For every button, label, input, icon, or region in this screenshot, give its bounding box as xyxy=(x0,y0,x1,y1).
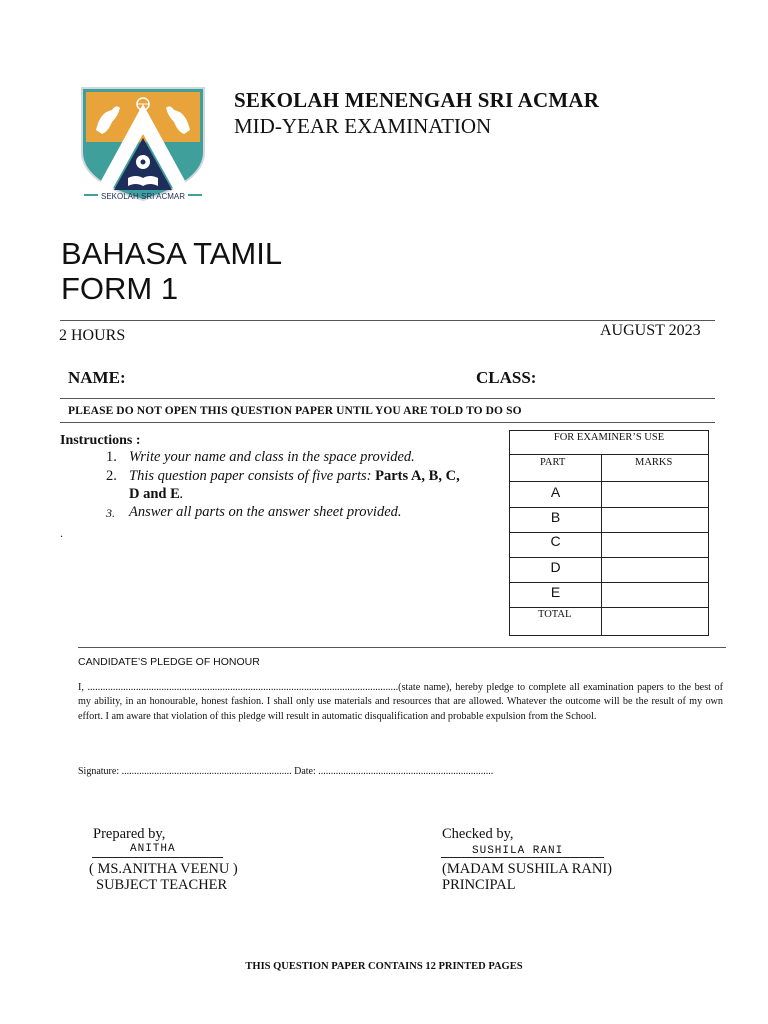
instruction-text: Write your name and class in the space provided. xyxy=(129,449,415,465)
page-count-footer: THIS QUESTION PAPER CONTAINS 12 PRINTED PAGES xyxy=(245,961,523,972)
duration: 2 HOURS xyxy=(59,327,126,344)
subject-title xyxy=(61,236,282,306)
form-line: FORM 1 xyxy=(61,271,179,306)
part-cell: D xyxy=(550,559,561,575)
part-cell: B xyxy=(550,509,561,525)
instruction-text xyxy=(129,468,460,485)
pledge-text: I, ..........................................................................................................................(state name), hereby pledge to complete all examination papers to the best of my ability, in an honourable, honest fashion. I shall only use materials and resources that are allowed. Whatever the outcome will be the result of my own effort. I am aware that violation of this pledge will result in automatic disqualification and probable expulsion from the School. xyxy=(78,682,723,722)
instruction-text: Answer all parts on the answer sheet provided. xyxy=(129,504,402,520)
signature-underline xyxy=(92,857,223,858)
divider xyxy=(60,398,715,399)
examiner-table-title: FOR EXAMINER’S USE xyxy=(510,431,708,455)
instruction-number: 1. xyxy=(106,449,117,465)
crest-caption: SEKOLAH SRI ACMAR xyxy=(100,192,186,201)
table-row xyxy=(510,582,708,583)
prepared-by-name: ( MS.ANITHA VEENU ) xyxy=(89,861,238,877)
total-label: TOTAL xyxy=(538,609,572,620)
part-cell: E xyxy=(550,584,561,600)
instruction-text-tail: . xyxy=(179,486,184,502)
divider xyxy=(60,320,715,321)
exam-date: AUGUST 2023 xyxy=(600,322,701,339)
checked-by-role: PRINCIPAL xyxy=(442,877,516,893)
stray-mark: . xyxy=(60,526,63,540)
instruction-number: 3. xyxy=(106,506,115,520)
pledge-title: CANDIDATE’S PLEDGE OF HONOUR xyxy=(78,656,260,668)
school-crest-logo xyxy=(78,82,208,208)
instruction-parts-bold: Parts A, B, C, xyxy=(375,468,460,484)
examiner-table xyxy=(509,430,709,636)
checked-by-label: Checked by, xyxy=(442,826,514,842)
column-header-marks: MARKS xyxy=(635,457,673,468)
prepared-by-label: Prepared by, xyxy=(93,826,166,842)
warning-notice: PLEASE DO NOT OPEN THIS QUESTION PAPER UNTIL YOU ARE TOLD TO DO SO xyxy=(68,405,522,417)
signature-underline xyxy=(441,857,604,858)
divider xyxy=(78,647,726,648)
instructions-title: Instructions : xyxy=(60,433,141,448)
table-row xyxy=(510,507,708,508)
exam-name: MID-YEAR EXAMINATION xyxy=(234,114,492,138)
part-cell: C xyxy=(550,533,561,549)
prepared-by-role: SUBJECT TEACHER xyxy=(96,877,228,893)
divider xyxy=(60,422,715,423)
table-row xyxy=(510,481,708,482)
instruction-text-continued xyxy=(129,486,183,503)
class-label: CLASS: xyxy=(476,368,537,387)
school-name: SEKOLAH MENENGAH SRI ACMAR xyxy=(234,88,600,112)
instruction-text-main: This question paper consists of five parts: xyxy=(129,468,376,484)
table-row xyxy=(510,607,708,608)
part-cell: A xyxy=(550,484,561,500)
subject-line: BAHASA TAMIL xyxy=(61,236,283,271)
signature-date-line: Signature: .................................................................... Date: ...................................................................... xyxy=(78,766,494,777)
instruction-parts-bold: D and E xyxy=(129,486,180,502)
checked-signature: SUSHILA RANI xyxy=(472,845,564,857)
prepared-signature: ANITHA xyxy=(130,843,176,855)
name-label: NAME: xyxy=(68,368,126,387)
instruction-number: 2. xyxy=(106,468,117,484)
checked-by-name: (MADAM SUSHILA RANI) xyxy=(442,861,612,877)
table-row xyxy=(510,557,708,558)
column-header-part: PART xyxy=(540,457,566,468)
